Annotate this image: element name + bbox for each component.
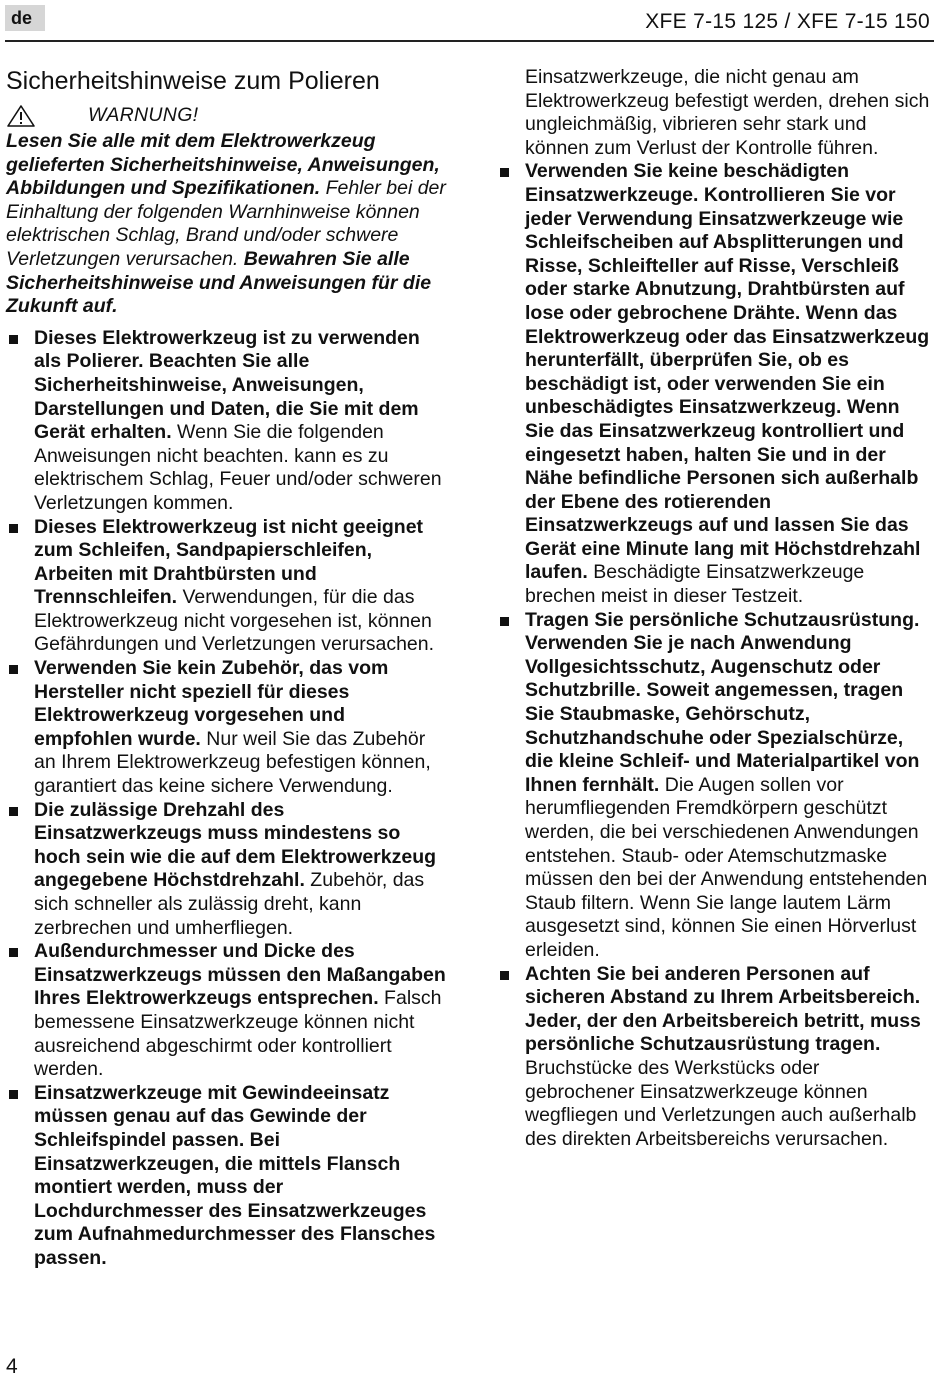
- list-item-text: Falsch bemessene Einsatzwerkzeuge können nicht ausreichend abgeschirmt oder kontrolliert werden.: [34, 987, 442, 1081]
- intro-paragraph: [6, 130, 448, 319]
- bullet-square-icon: [9, 524, 18, 533]
- list-item-bold: Einsatzwerkzeuge mit Gewindeeinsatz müssen genau auf das Gewinde der Schleifspindel passen. Bei Einsatzwerkzeugen, die mittels Flansch montiert werden, muss der Lochdurchmesser des Einsatzwerkzeuges zum Aufnahmedurchmesser des Flansches passen.: [34, 1081, 436, 1269]
- bullet-square-icon: [500, 971, 509, 980]
- bullet-square-icon: [9, 1090, 18, 1099]
- list-item-text: Bruchstücke des Werkstücks oder gebrochener Einsatzwerkzeuge können wegfliegen und Verletzungen auch außerhalb des direkten Arbeitsbereichs verursachen.: [525, 1056, 917, 1150]
- list-item-bold: Verwenden Sie keine beschädigten Einsatzwerkzeuge. Kontrollieren Sie vor jeder Verwendung Einsatzwerkzeuge wie Schleifscheiben auf Absplitterungen und Risse, Schleifteller auf Risse, Verschleiß oder starke Abnutzung, Drahtbürsten auf lose oder gebrochene Drähte. Wenn das Elektrowerkzeug oder das Einsatzwerkzeug herunterfällt, überprüfen Sie, ob es beschädigt ist, oder verwenden Sie ein unbeschädigtes Einsatzwerkzeug. Wenn Sie das Einsatzwerkzeug kontrolliert und eingesetzt haben, halten Sie und in der Nähe befindliche Personen sich außerhalb der Ebene des rotierenden Einsatzwerkzeugs auf und lassen Sie das Gerät eine Minute lang mit Höchstdrehzahl laufen.: [525, 160, 930, 584]
- list-item-bold: Dieses Elektrowerkzeug ist zu verwenden als Polierer. Beachten Sie alle Sicherheitshinweise, Anweisungen, Darstellungen und Daten, die Sie mit dem Gerät erhalten.: [34, 326, 420, 444]
- list-item-bold: Außendurchmesser und Dicke des Einsatzwerkzeugs müssen den Maßangaben Ihres Elektrowerkzeugs entsprechen.: [34, 940, 446, 1010]
- list-item: [6, 799, 448, 941]
- list-item-bold: Die zulässige Drehzahl des Einsatzwerkzeugs muss mindestens so hoch sein wie die auf dem Elektrowerkzeug angegebene Höchstdrehzahl.: [34, 798, 437, 892]
- warning-row: [6, 102, 448, 130]
- list-item-bold: Tragen Sie persönliche Schutzausrüstung. Verwenden Sie je nach Anwendung Vollgesichtsschutz, Augenschutz oder Schutzbrille. Soweit angemessen, tragen Sie Staubmaske, Gehörschutz, Schutzhandschuhe oder Spezialschürze, die kleine Schleif- und Materialpartikel von Ihnen fernhält.: [525, 608, 920, 796]
- bullet-square-icon: [500, 168, 509, 177]
- list-item-text: Die Augen sollen vor herumfliegenden Fremdkörpern geschützt werden, die bei verschiedenen Anwendungen entstehen. Staub- oder Atemschutzmaske müssen den bei der Anwendung entstehenden Staub filtern. Wenn Sie lange lautem Lärm ausgesetzt sind, können Sie einen Hörverlust erleiden.: [525, 773, 928, 961]
- list-item-text: Beschädigte Einsatzwerkzeuge brechen meist in dieser Testzeit.: [525, 561, 865, 608]
- list-item-bold: Achten Sie bei anderen Personen auf sicheren Abstand zu Ihrem Arbeitsbereich. Jeder, der den Arbeitsbereich betritt, muss persönliche Schutzausrüstung tragen.: [525, 962, 921, 1056]
- page-number: 4: [6, 1355, 18, 1378]
- list-item: [6, 940, 448, 1082]
- warning-label: WARNUNG!: [88, 104, 199, 127]
- left-column: [6, 62, 448, 1271]
- list-item-text: Wenn Sie die folgenden Anweisungen nicht beachten. kann es zu elektrischem Schlag, Feuer und/oder schweren Verletzungen kommen.: [34, 421, 442, 514]
- intro-italic: Fehler bei der Einhaltung der folgenden Warnhinweise können elektrischen Schlag, Brand und/oder schwere Verletzungen verursachen.: [6, 177, 446, 270]
- bullet-square-icon: [9, 948, 18, 957]
- header-divider: [5, 40, 934, 42]
- list-item-text: Verwendungen, für die das Elektrowerkzeug nicht vorgesehen ist, können Gefährdungen und Verletzungen verursachen.: [34, 586, 435, 656]
- right-column: [497, 66, 930, 1151]
- list-item: [6, 1082, 448, 1271]
- list-item: [497, 160, 930, 608]
- bullet-square-icon: [9, 665, 18, 674]
- list-item: [497, 963, 930, 1152]
- list-item-bold: Verwenden Sie kein Zubehör, das vom Hersteller nicht speziell für dieses Elektrowerkzeug vorgesehen und empfohlen wurde.: [34, 657, 389, 750]
- continuation-paragraph: Einsatzwerkzeuge, die nicht genau am Elektrowerkzeug befestigt werden, drehen sich ungleichmäßig, vibrieren sehr stark und können zum Verlust der Kontrolle führen.: [525, 66, 930, 159]
- list-item: [6, 516, 448, 658]
- list-item: [6, 327, 448, 516]
- warning-triangle-icon: [6, 104, 36, 128]
- list-item-bold: Dieses Elektrowerkzeug ist nicht geeignet zum Schleifen, Sandpapierschleifen, Arbeiten mit Drahtbürsten und Trennschleifen.: [34, 515, 424, 609]
- bullet-square-icon: [9, 335, 18, 344]
- list-item: [6, 657, 448, 799]
- intro-bold: Lesen Sie alle mit dem Elektrowerkzeug gelieferten Sicherheitshinweise, Anweisungen, Abbildungen und Spezifikationen.: [6, 130, 440, 200]
- bullet-square-icon: [9, 807, 18, 816]
- section-title: Sicherheitshinweise zum Polieren: [6, 67, 380, 95]
- list-item-text: Nur weil Sie das Zubehör an Ihrem Elektrowerkzeug befestigen können, garantiert das keine sichere Verwendung.: [34, 727, 431, 798]
- right-bullet-list: [497, 160, 930, 1151]
- language-badge: de: [5, 5, 45, 31]
- list-item-text: Zubehör, das sich schneller als zulässig dreht, kann zerbrechen und umherfliegen.: [34, 869, 425, 939]
- left-bullet-list: [6, 327, 448, 1271]
- intro-bold-2: Bewahren Sie alle Sicherheitshinweise und Anweisungen für die Zukunft auf.: [6, 247, 432, 318]
- model-title: XFE 7-15 125 / XFE 7-15 150: [645, 10, 930, 33]
- bullet-square-icon: [500, 617, 509, 626]
- list-item: [497, 609, 930, 963]
